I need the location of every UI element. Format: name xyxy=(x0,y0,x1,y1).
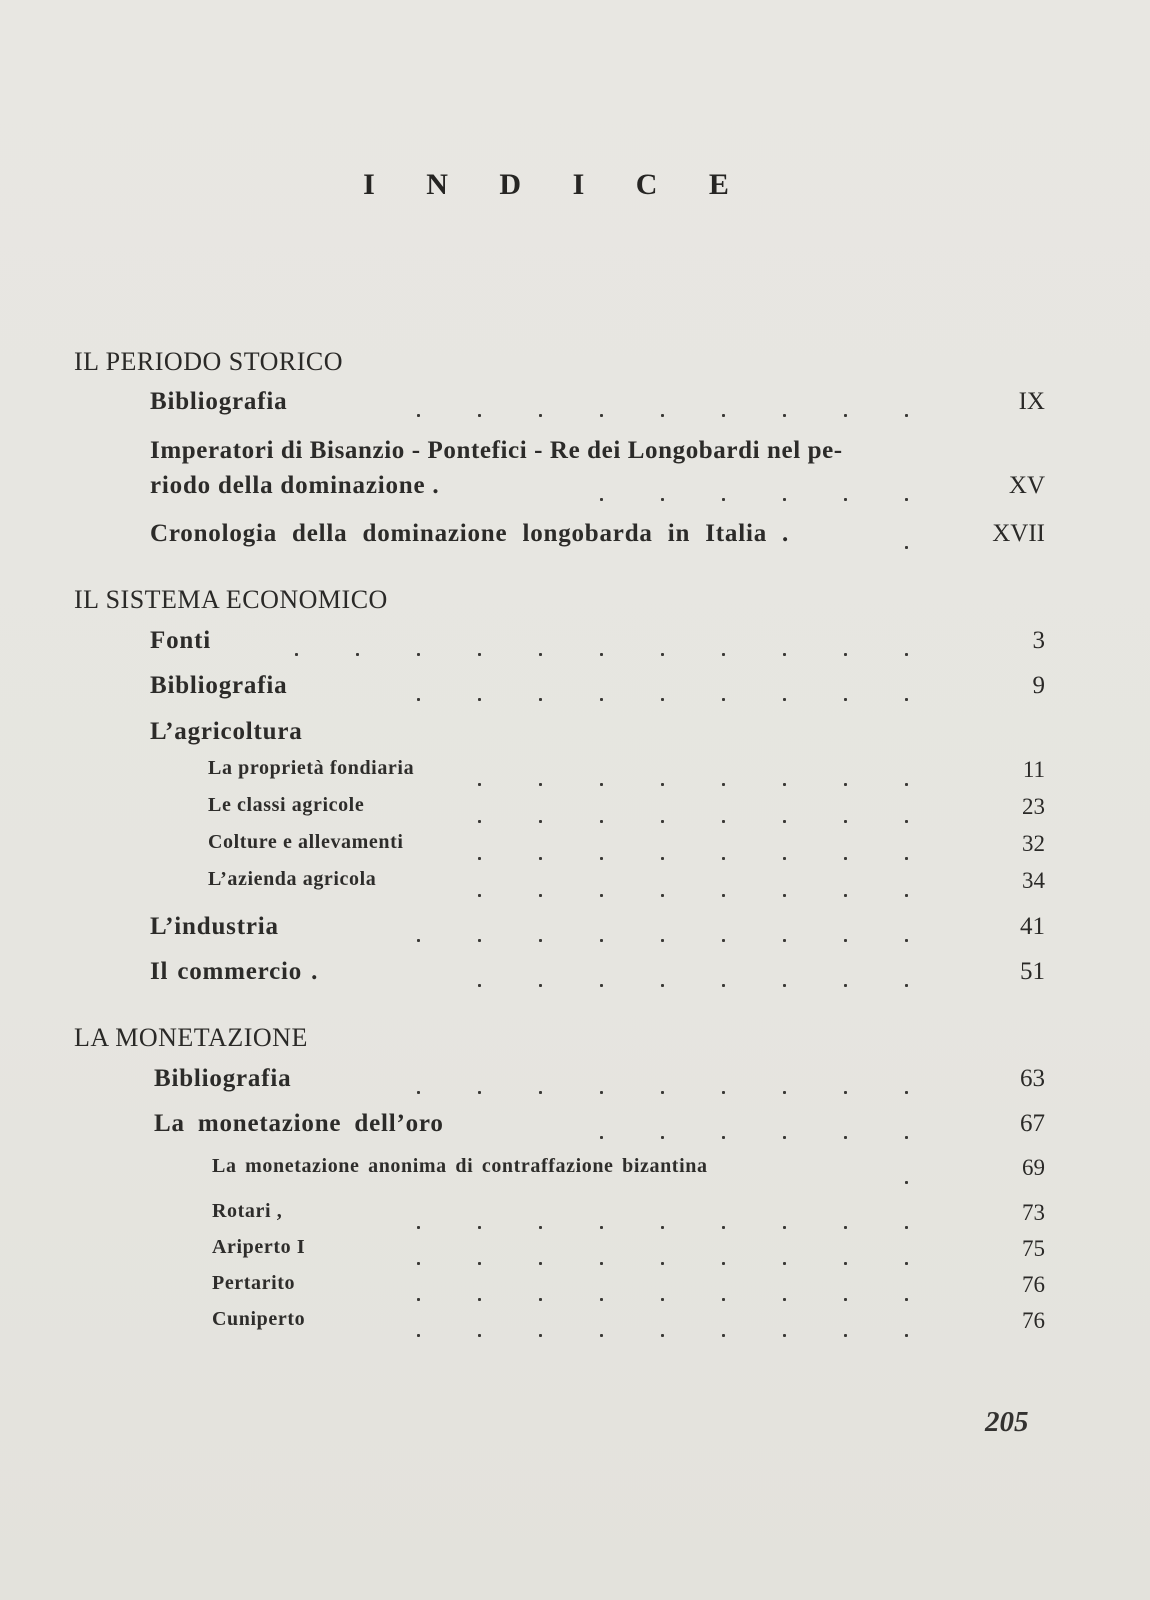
toc-entry-page: 63 xyxy=(1020,1065,1045,1092)
leader-dot xyxy=(539,1226,542,1229)
leader-dot xyxy=(600,894,603,897)
leader-dot xyxy=(844,1262,847,1265)
toc-entry-page: 73 xyxy=(1022,1200,1045,1225)
toc-subentry-label: Pertarito xyxy=(212,1272,296,1294)
leader-dot xyxy=(356,653,359,656)
leader-dot xyxy=(478,1334,481,1337)
toc-entry-label-line1: Imperatori di Bisanzio - Pontefici - Re dei Longobardi nel pe- xyxy=(150,437,843,464)
leader-dot xyxy=(905,546,908,549)
toc-entry-label-line2: riodo della dominazione . xyxy=(150,472,440,499)
leader-dot xyxy=(661,1262,664,1265)
toc-entry-page: 9 xyxy=(1032,672,1045,699)
toc-entry-page: 76 xyxy=(1022,1308,1045,1333)
leader-dot xyxy=(600,698,603,701)
toc-entry-label: Bibliografia xyxy=(150,388,288,415)
leader-dot xyxy=(905,1136,908,1139)
leader-dot xyxy=(539,1298,542,1301)
toc-entry-label: Fonti xyxy=(150,627,211,654)
toc-entry-page: 69 xyxy=(1022,1155,1045,1180)
leader-dot xyxy=(600,1091,603,1094)
leader-dot xyxy=(661,1298,664,1301)
leader-dot xyxy=(600,1298,603,1301)
page-title: I N D I C E xyxy=(363,168,751,201)
leader-dot xyxy=(600,1136,603,1139)
toc-entry-page: 51 xyxy=(1020,958,1045,985)
section-heading-monetazione: LA MONETAZIONE xyxy=(74,1023,308,1052)
toc-entry-label: Bibliografia xyxy=(154,1065,292,1092)
section-heading-sistema-economico: IL SISTEMA ECONOMICO xyxy=(74,585,388,614)
leader-dot xyxy=(417,698,420,701)
leader-dot xyxy=(905,783,908,786)
toc-entry-continuation xyxy=(0,472,1150,512)
leader-dot xyxy=(905,1181,908,1184)
leader-dot xyxy=(722,1298,725,1301)
leader-dot xyxy=(478,894,481,897)
leader-dot xyxy=(844,653,847,656)
leader-dot xyxy=(478,984,481,987)
leader-dot xyxy=(539,653,542,656)
toc-subentry-label: La proprietà fondiaria xyxy=(208,757,415,779)
toc-entry-page: 23 xyxy=(1022,794,1045,819)
leader-dot xyxy=(722,698,725,701)
leader-dot xyxy=(417,1298,420,1301)
toc-entry-page: IX xyxy=(1018,388,1045,415)
leader-dot xyxy=(417,653,420,656)
leader-dot xyxy=(844,1298,847,1301)
leader-dot xyxy=(722,783,725,786)
leader-dot xyxy=(539,783,542,786)
leader-dot xyxy=(783,1334,786,1337)
leader-dot xyxy=(783,783,786,786)
leader-dot xyxy=(844,1091,847,1094)
leader-dot xyxy=(478,1226,481,1229)
toc-entry-page: XV xyxy=(1008,472,1045,499)
leader-dot xyxy=(722,414,725,417)
leader-dot xyxy=(844,498,847,501)
leader-dot xyxy=(600,1334,603,1337)
leader-dot xyxy=(600,820,603,823)
leader-dot xyxy=(661,984,664,987)
leader-dot xyxy=(661,1136,664,1139)
leader-dot xyxy=(722,894,725,897)
leader-dot xyxy=(478,1298,481,1301)
toc-subentry xyxy=(0,831,1150,871)
leader-dot xyxy=(844,939,847,942)
leader-dot xyxy=(600,1226,603,1229)
leader-dot xyxy=(661,1334,664,1337)
leader-dot xyxy=(783,498,786,501)
toc-entry xyxy=(0,388,1150,428)
leader-dot xyxy=(722,939,725,942)
leader-dot xyxy=(905,857,908,860)
leader-dot xyxy=(539,984,542,987)
toc-subentry-label: Colture e allevamenti xyxy=(208,831,404,853)
leader-dot xyxy=(783,1298,786,1301)
leader-dot xyxy=(783,1091,786,1094)
leader-dot xyxy=(844,820,847,823)
leader-dot xyxy=(661,894,664,897)
leader-dot xyxy=(661,1226,664,1229)
leader-dot xyxy=(905,698,908,701)
leader-dot xyxy=(600,939,603,942)
leader-dot xyxy=(661,414,664,417)
leader-dot xyxy=(783,820,786,823)
leader-dot xyxy=(905,414,908,417)
leader-dot xyxy=(661,857,664,860)
toc-entry-page: 11 xyxy=(1022,757,1045,782)
leader-dot xyxy=(844,1226,847,1229)
leader-dot xyxy=(417,939,420,942)
leader-dot xyxy=(478,653,481,656)
toc-entry xyxy=(0,672,1150,712)
leader-dot xyxy=(722,984,725,987)
leader-dot xyxy=(844,783,847,786)
toc-entry-page: XVII xyxy=(992,520,1045,547)
leader-dot xyxy=(722,820,725,823)
toc-subentry-label: Rotari , xyxy=(212,1200,283,1222)
leader-dot xyxy=(905,1226,908,1229)
toc-subentry xyxy=(0,794,1150,834)
leader-dot xyxy=(905,653,908,656)
leader-dot xyxy=(600,414,603,417)
leader-dot xyxy=(417,1262,420,1265)
leader-dot xyxy=(905,498,908,501)
section-heading-periodo-storico: IL PERIODO STORICO xyxy=(74,347,344,376)
leader-dot xyxy=(600,783,603,786)
leader-dot xyxy=(478,939,481,942)
leader-dot xyxy=(905,939,908,942)
leader-dot xyxy=(661,498,664,501)
toc-entry-page: 75 xyxy=(1022,1236,1045,1261)
leader-dot xyxy=(844,698,847,701)
leader-dot xyxy=(478,698,481,701)
toc-entry-label: Bibliografia xyxy=(150,672,288,699)
toc-entry-page: 32 xyxy=(1022,831,1045,856)
toc-entry-label: Cronologia della dominazione longobarda in Italia . xyxy=(150,520,790,547)
toc-entry xyxy=(0,627,1150,667)
toc-entry xyxy=(0,1110,1150,1150)
toc-entry-group-heading xyxy=(0,718,1150,758)
leader-dot xyxy=(844,894,847,897)
toc-subentry-label: Cuniperto xyxy=(212,1308,306,1330)
toc-subentry xyxy=(0,868,1150,908)
toc-entry-label: Il commercio . xyxy=(150,958,319,985)
toc-subentry xyxy=(0,1200,1150,1240)
toc-subentry-label: Ariperto I xyxy=(212,1236,306,1258)
leader-dot xyxy=(722,1091,725,1094)
leader-dot xyxy=(722,857,725,860)
leader-dot xyxy=(539,414,542,417)
leader-dot xyxy=(722,498,725,501)
leader-dot xyxy=(417,1091,420,1094)
leader-dot xyxy=(722,1226,725,1229)
leader-dot xyxy=(722,1262,725,1265)
toc-subentry xyxy=(0,1236,1150,1276)
leader-dot xyxy=(539,894,542,897)
leader-dot xyxy=(844,414,847,417)
toc-subentry xyxy=(0,1308,1150,1348)
leader-dot xyxy=(539,820,542,823)
leader-dot xyxy=(783,1262,786,1265)
leader-dot xyxy=(417,1226,420,1229)
leader-dot xyxy=(783,653,786,656)
leader-dot xyxy=(905,1091,908,1094)
leader-dot xyxy=(844,857,847,860)
leader-dot xyxy=(905,894,908,897)
leader-dot xyxy=(905,984,908,987)
leader-dot xyxy=(478,783,481,786)
leader-dot xyxy=(661,1091,664,1094)
leader-dot xyxy=(478,820,481,823)
toc-subentry xyxy=(0,1272,1150,1312)
leader-dot xyxy=(539,1091,542,1094)
toc-entry-page: 76 xyxy=(1022,1272,1045,1297)
toc-entry xyxy=(0,1065,1150,1105)
toc-entry-label: La monetazione dell’oro xyxy=(154,1110,444,1137)
leader-dot xyxy=(905,1334,908,1337)
leader-dot xyxy=(661,820,664,823)
toc-entry-label: L’agricoltura xyxy=(150,718,303,745)
toc-entry xyxy=(0,913,1150,953)
leader-dot xyxy=(417,414,420,417)
leader-dot xyxy=(722,1334,725,1337)
leader-dot xyxy=(661,939,664,942)
toc-subentry-label: La monetazione anonima di contraffazione bizantina xyxy=(212,1155,708,1177)
leader-dot xyxy=(783,698,786,701)
leader-dot xyxy=(600,984,603,987)
leader-dot xyxy=(478,414,481,417)
leader-dot xyxy=(905,1262,908,1265)
leader-dot xyxy=(844,1136,847,1139)
leader-dot xyxy=(844,1334,847,1337)
leader-dot xyxy=(539,698,542,701)
leader-dot xyxy=(722,653,725,656)
leader-dot xyxy=(661,783,664,786)
toc-entry-page: 3 xyxy=(1032,627,1045,654)
leader-dot xyxy=(600,498,603,501)
leader-dot xyxy=(539,939,542,942)
page-number: 205 xyxy=(985,1406,1029,1438)
toc-entry xyxy=(0,958,1150,998)
leader-dot xyxy=(478,1262,481,1265)
leader-dot xyxy=(783,939,786,942)
leader-dot xyxy=(722,1136,725,1139)
leader-dot xyxy=(783,414,786,417)
toc-entry-page: 41 xyxy=(1020,913,1045,940)
leader-dot xyxy=(783,1136,786,1139)
toc-entry xyxy=(0,520,1150,560)
leader-dot xyxy=(539,1262,542,1265)
leader-dot xyxy=(844,984,847,987)
leader-dot xyxy=(478,1091,481,1094)
toc-subentry xyxy=(0,1155,1150,1195)
leader-dot xyxy=(600,1262,603,1265)
leader-dot xyxy=(783,1226,786,1229)
leader-dot xyxy=(905,820,908,823)
toc-entry-page: 67 xyxy=(1020,1110,1045,1137)
leader-dot xyxy=(783,894,786,897)
leader-dot xyxy=(600,857,603,860)
toc-subentry-label: L’azienda agricola xyxy=(208,868,377,890)
toc-entry xyxy=(0,437,1150,477)
leader-dot xyxy=(539,857,542,860)
toc-entry-label: L’industria xyxy=(150,913,279,940)
leader-dot xyxy=(661,698,664,701)
leader-dot xyxy=(478,857,481,860)
leader-dot xyxy=(661,653,664,656)
leader-dot xyxy=(905,1298,908,1301)
leader-dot xyxy=(417,1334,420,1337)
leader-dot xyxy=(783,984,786,987)
leader-dot xyxy=(539,1334,542,1337)
leader-dot xyxy=(295,653,298,656)
toc-subentry-label: Le classi agricole xyxy=(208,794,365,816)
leader-dot xyxy=(783,857,786,860)
toc-subentry xyxy=(0,757,1150,797)
toc-entry-page: 34 xyxy=(1022,868,1045,893)
leader-dot xyxy=(600,653,603,656)
